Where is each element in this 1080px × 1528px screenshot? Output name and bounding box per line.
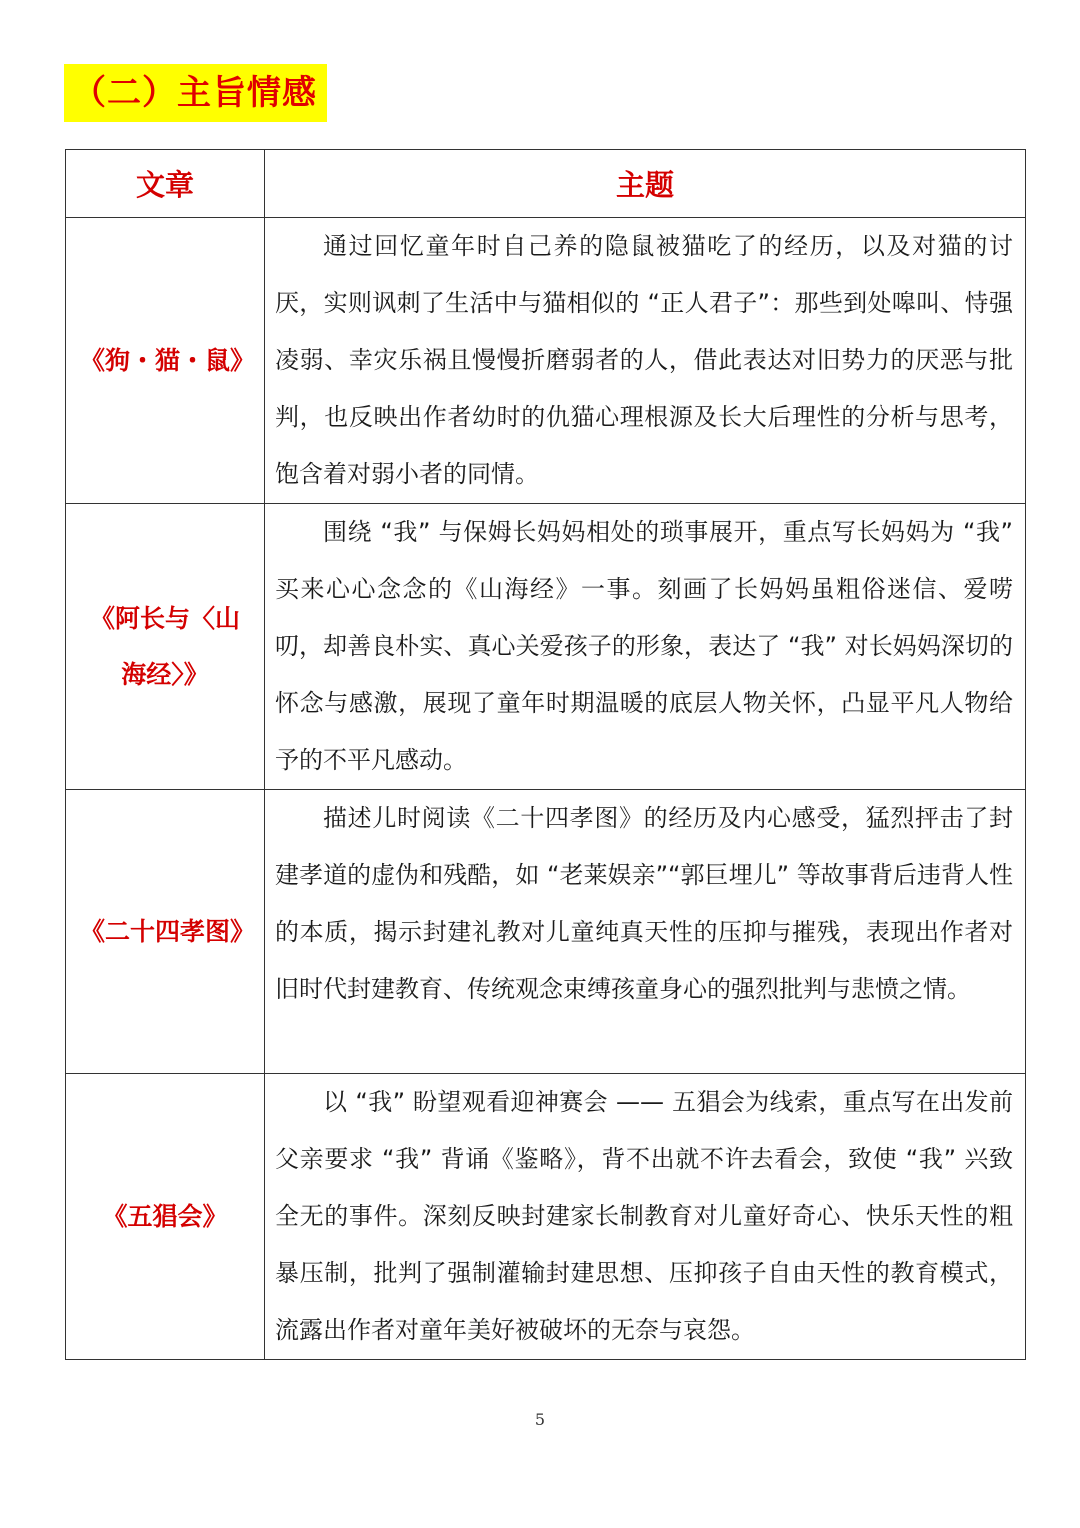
table-header-row — [66, 150, 1026, 218]
theme-table — [65, 149, 1026, 1360]
table-row — [66, 218, 1026, 504]
article-theme — [265, 790, 1026, 1074]
article-theme — [265, 1074, 1026, 1360]
header-article: 文章 — [66, 150, 265, 218]
article-theme — [265, 504, 1026, 790]
article-theme-text: 以 “我” 盼望观看迎神赛会 —— 五猖会为线索，重点写在出发前父亲要求 “我” 背诵《鉴略》，背不出就不许去看会，致使 “我” 兴致全无的事件。深刻反映封建家长制教育对儿童好奇心、快乐天性的粗暴压制，批判了强制灌输封建思想、压抑孩子自由天性的教育模式，流露出作者对童年美好被破坏的无奈与哀怨。 — [275, 1088, 1013, 1344]
article-theme-text: 通过回忆童年时自己养的隐鼠被猫吃了的经历，以及对猫的讨厌，实则讽刺了生活中与猫相似的 “正人君子”：那些到处嗥叫、恃强凌弱、幸灾乐祸且慢慢折磨弱者的人，借此表达对旧势力的厌恶与批判，也反映出作者幼时的仇猫心理根源及长大后理性的分析与思考，饱含着对弱小者的同情。 — [275, 232, 1013, 488]
article-theme — [265, 218, 1026, 504]
article-theme-text: 描述儿时阅读《二十四孝图》的经历及内心感受，猛烈抨击了封建孝道的虚伪和残酷，如 “老莱娱亲”“郭巨埋儿” 等故事背后违背人性的本质，揭示封建礼教对儿童纯真天性的压抑与摧残，表现出作者对旧时代封建教育、传统观念束缚孩童身心的强烈批判与悲愤之情。 — [275, 804, 1013, 1003]
article-title: 《五猖会》 — [66, 1074, 265, 1360]
article-theme-text: 围绕 “我” 与保姆长妈妈相处的琐事展开，重点写长妈妈为 “我” 买来心心念念的《山海经》一事。刻画了长妈妈虽粗俗迷信、爱唠叨，却善良朴实、真心关爱孩子的形象，表达了 “我” 对长妈妈深切的怀念与感激，展现了童年时期温暖的底层人物关怀，凸显平凡人物给予的不平凡感动。 — [275, 518, 1013, 774]
table-row — [66, 790, 1026, 1074]
table-row — [66, 1074, 1026, 1360]
article-title: 《狗・猫・鼠》 — [66, 218, 265, 504]
article-title: 《二十四孝图》 — [66, 790, 265, 1074]
section-title: （二）主旨情感 — [64, 64, 327, 122]
page-number: 5 — [534, 1410, 546, 1429]
header-theme: 主题 — [265, 150, 1026, 218]
article-title: 《阿长与〈山海经〉》 — [66, 504, 265, 790]
table-row — [66, 504, 1026, 790]
